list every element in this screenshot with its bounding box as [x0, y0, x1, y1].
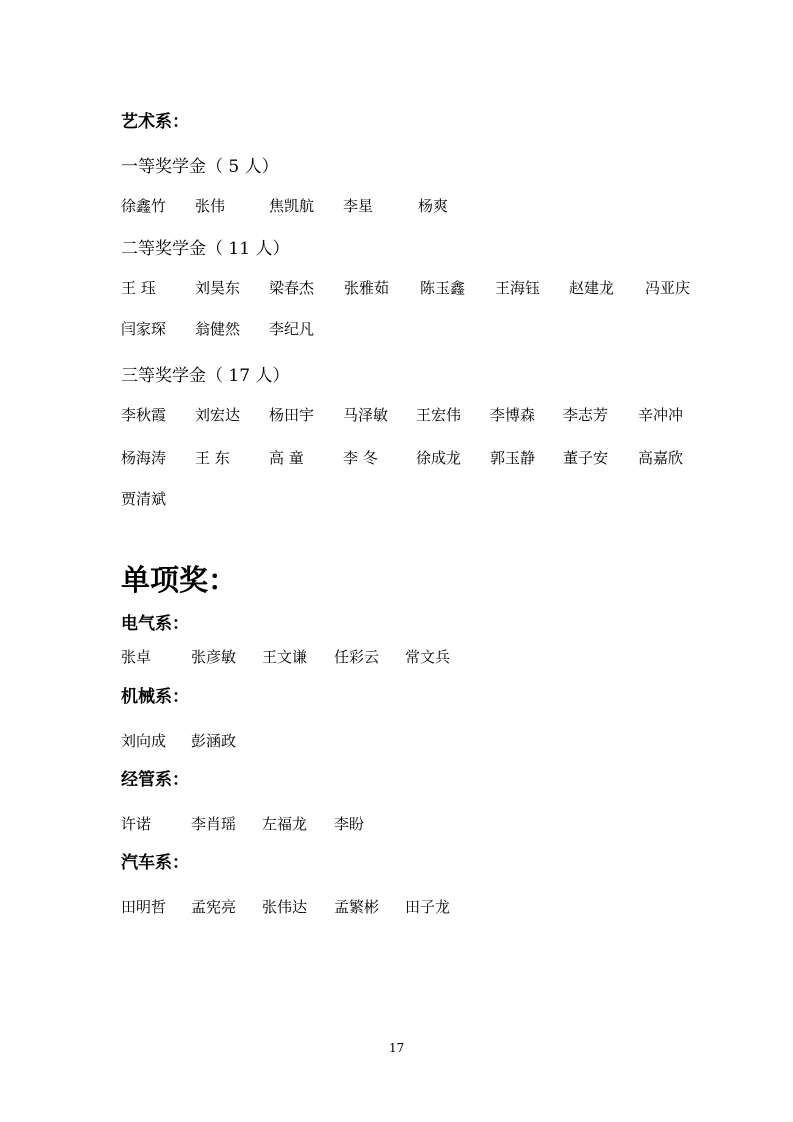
student-name: 许诺	[121, 815, 152, 833]
page-number: 17	[389, 1041, 405, 1055]
student-name: 孟宪亮	[191, 898, 237, 916]
student-name: 郭玉静	[490, 449, 536, 467]
art-second-prize-names-row2	[121, 318, 741, 338]
student-name: 彭涵政	[191, 732, 237, 750]
student-name: 王文谦	[262, 648, 308, 666]
electric-dept-names	[121, 646, 741, 666]
student-name: 冯亚庆	[645, 279, 691, 297]
student-name: 王 珏	[121, 279, 156, 297]
art-first-prize-label: 一等奖学金（ 5 人）	[121, 157, 279, 177]
student-name: 张卓	[121, 648, 152, 666]
art-third-prize-label: 三等奖学金（ 17 人）	[121, 366, 290, 386]
student-name: 李纪凡	[269, 320, 315, 338]
student-name: 王海钰	[495, 279, 541, 297]
student-name: 辛冲冲	[638, 406, 684, 424]
student-name: 张彦敏	[191, 648, 237, 666]
student-name: 王宏伟	[416, 406, 462, 424]
student-name: 王 东	[195, 449, 230, 467]
student-name: 高 童	[269, 449, 304, 467]
student-name: 刘宏达	[195, 406, 241, 424]
student-name: 李 冬	[343, 449, 378, 467]
student-name: 杨海涛	[121, 449, 167, 467]
student-name: 张雅茹	[344, 279, 390, 297]
electric-dept-heading: 电气系：	[121, 614, 189, 634]
student-name: 李博森	[490, 406, 536, 424]
art-second-prize-names-row1	[121, 277, 741, 297]
single-award-heading: 单项奖：	[121, 563, 238, 597]
art-dept-heading: 艺术系：	[121, 112, 189, 132]
student-name: 李星	[343, 197, 374, 215]
student-name: 马泽敏	[343, 406, 389, 424]
art-second-prize-label: 二等奖学金（ 11 人）	[121, 239, 290, 259]
student-name: 陈玉鑫	[420, 279, 466, 297]
student-name: 李盼	[334, 815, 365, 833]
student-name: 张伟达	[262, 898, 308, 916]
student-name: 杨田宇	[269, 406, 315, 424]
student-name: 闫家琛	[121, 320, 167, 338]
student-name: 翁健然	[195, 320, 241, 338]
art-third-prize-names-row2	[121, 447, 741, 467]
student-name: 徐鑫竹	[121, 197, 167, 215]
student-name: 任彩云	[334, 648, 380, 666]
mgmt-dept-names	[121, 813, 741, 833]
mech-dept-names	[121, 730, 741, 750]
student-name: 赵建龙	[569, 279, 615, 297]
student-name: 贾清斌	[121, 490, 167, 508]
mech-dept-heading: 机械系：	[121, 687, 189, 707]
art-third-prize-names-row3	[121, 488, 741, 508]
student-name: 孟繁彬	[334, 898, 380, 916]
art-third-prize-names-row1	[121, 404, 741, 424]
student-name: 田明哲	[121, 898, 167, 916]
student-name: 焦凯航	[269, 197, 315, 215]
auto-dept-heading: 汽车系：	[121, 853, 189, 873]
student-name: 李志芳	[563, 406, 609, 424]
student-name: 左福龙	[262, 815, 308, 833]
student-name: 刘向成	[121, 732, 167, 750]
student-name: 李秋霞	[121, 406, 167, 424]
student-name: 张伟	[195, 197, 226, 215]
student-name: 董子安	[563, 449, 609, 467]
student-name: 田子龙	[405, 898, 451, 916]
mgmt-dept-heading: 经管系：	[121, 770, 189, 790]
student-name: 常文兵	[405, 648, 451, 666]
student-name: 刘昊东	[195, 279, 241, 297]
auto-dept-names	[121, 896, 741, 916]
student-name: 梁春杰	[269, 279, 315, 297]
student-name: 李肖瑶	[191, 815, 237, 833]
student-name: 杨爽	[418, 197, 449, 215]
student-name: 高嘉欣	[638, 449, 684, 467]
art-first-prize-names	[121, 195, 741, 215]
student-name: 徐成龙	[416, 449, 462, 467]
